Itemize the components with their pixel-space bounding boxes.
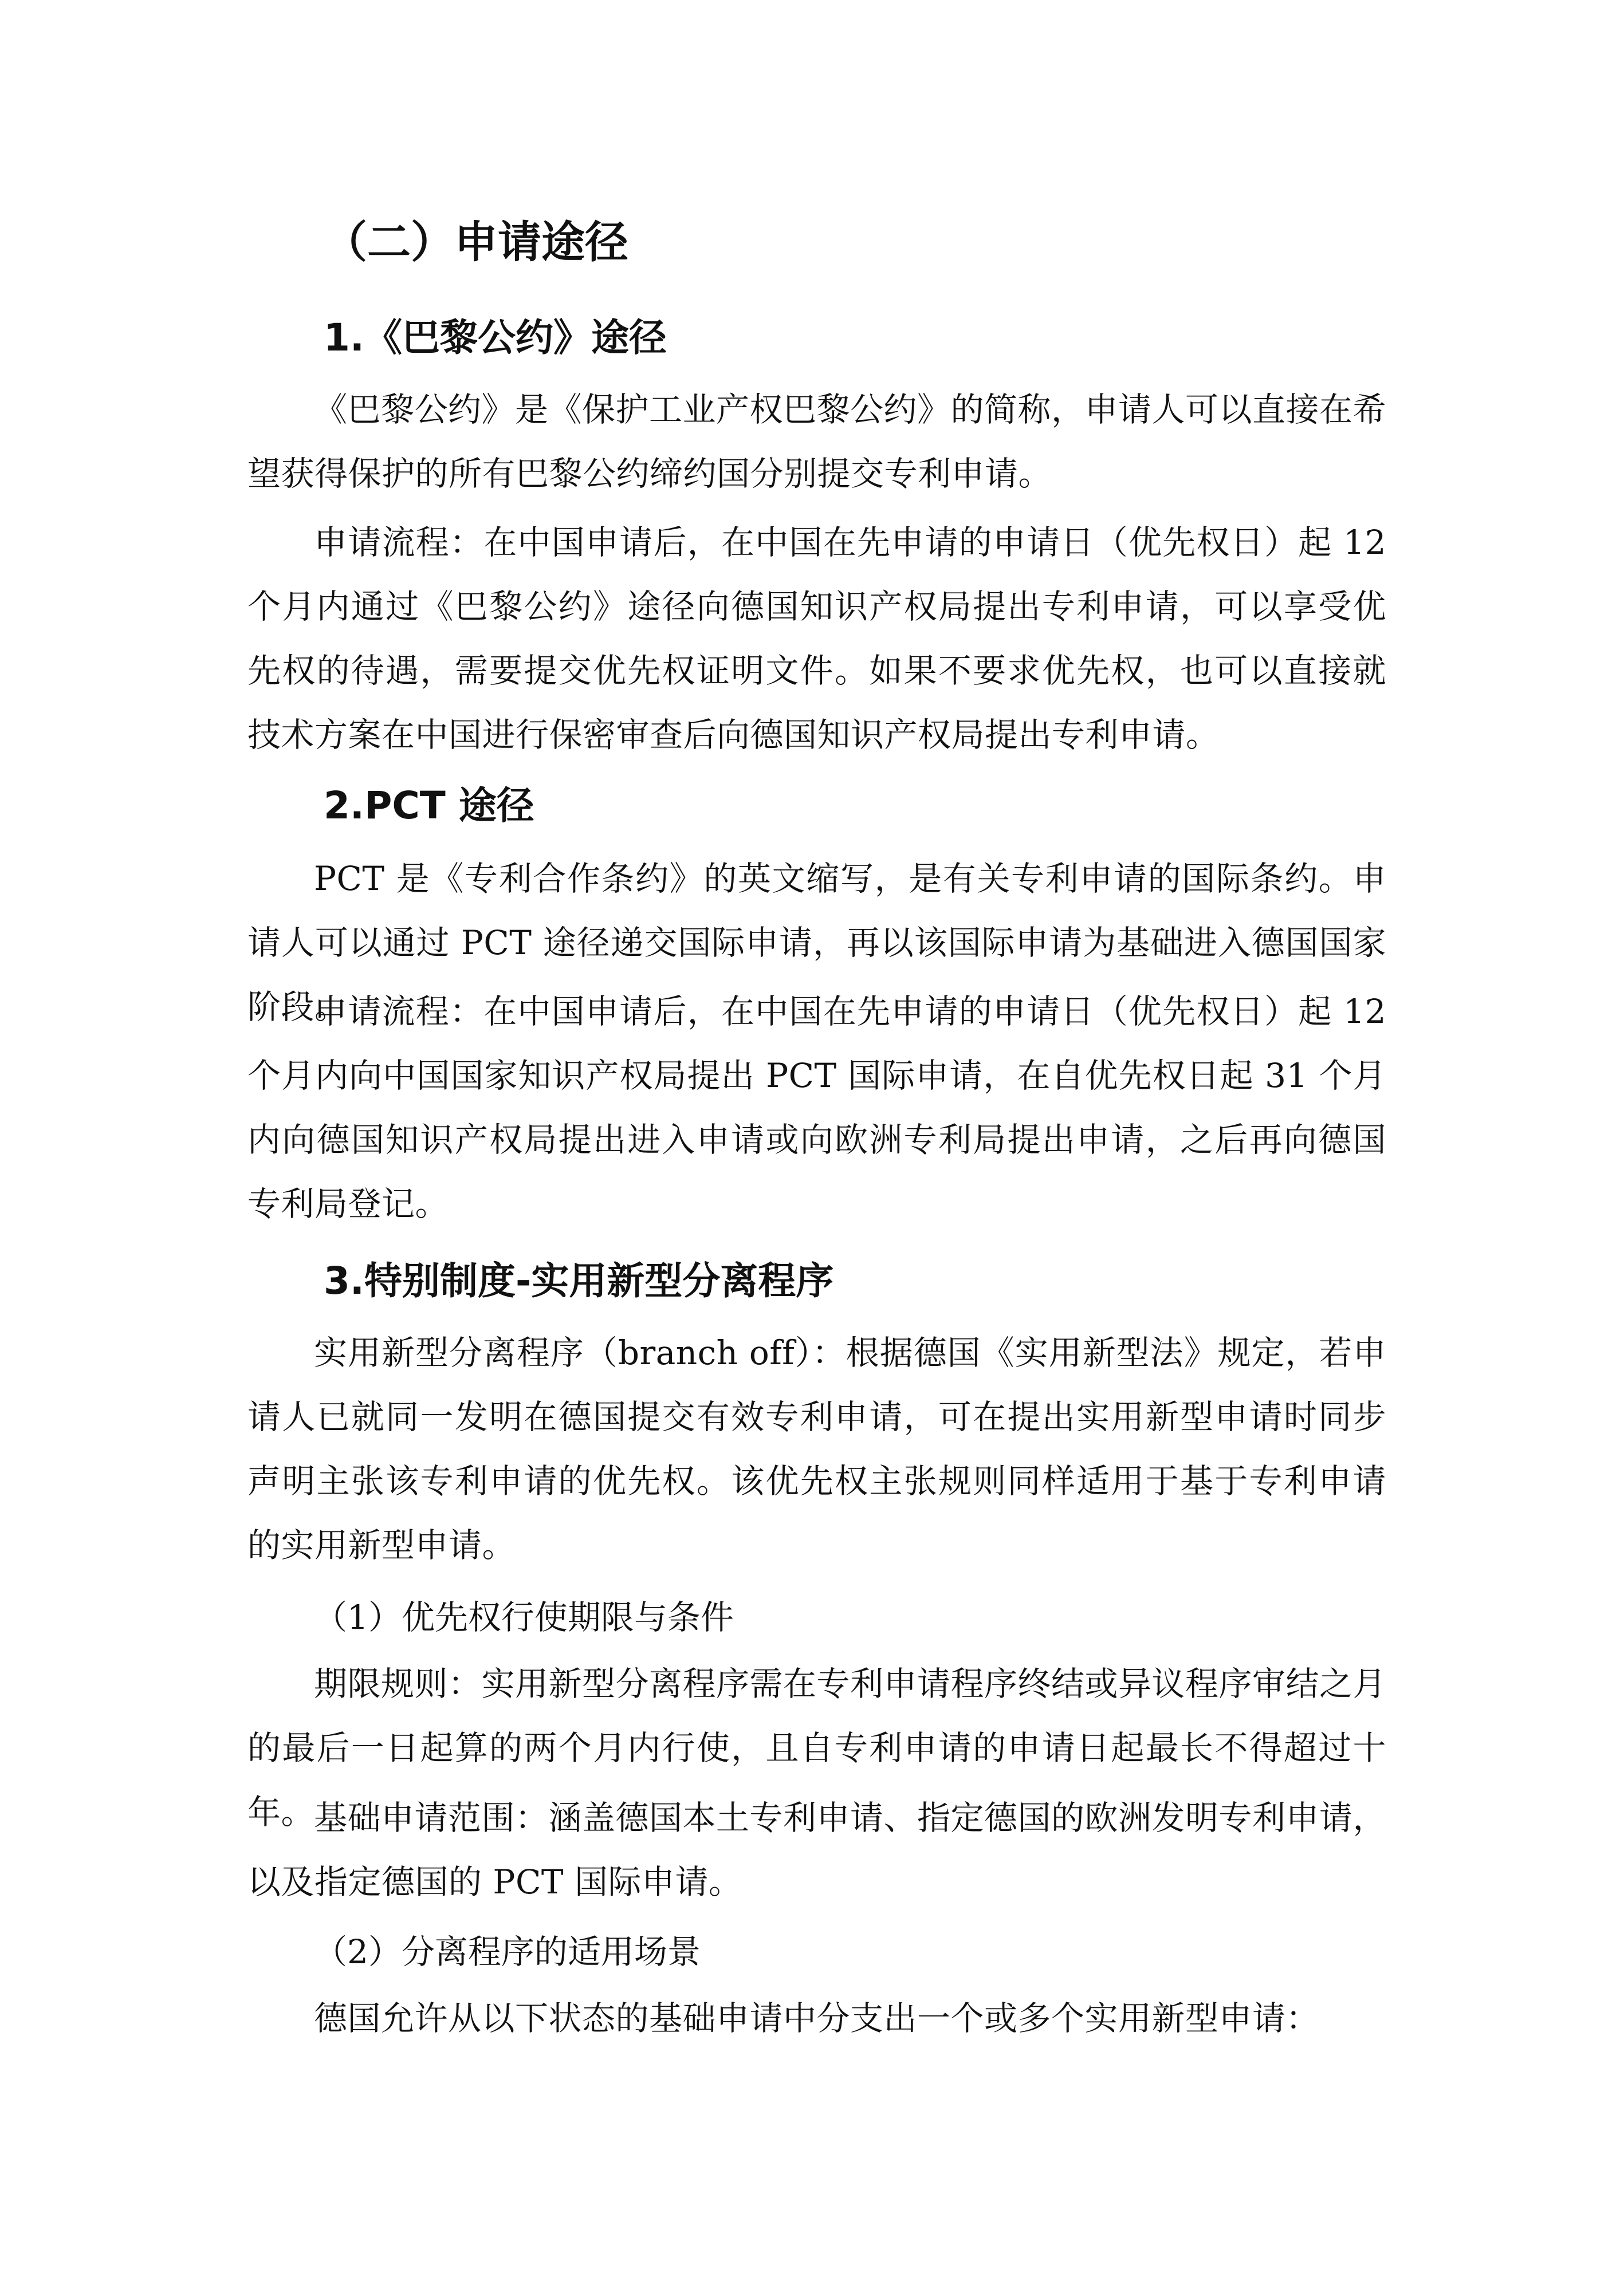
subsection-title-branch-off: 3.特别制度-实用新型分离程序 bbox=[324, 1259, 834, 1303]
paragraph-scenarios-intro: 德国允许从以下状态的基础申请中分支出一个或多个实用新型申请： bbox=[314, 1999, 1320, 2038]
paragraph-branch-off-intro: 实用新型分离程序（branch off）：根据德国《实用新型法》规定，若申请人已就同一发明在德国提交有效专利申请，可在提出实用新型申请时同步声明主张该专利申请的优先权。该优先权主张规则同样适用于基于专利申请的实用新型申请。 bbox=[247, 1333, 1386, 1565]
subsection-title-paris: 1.《巴黎公约》途径 bbox=[324, 316, 667, 360]
paragraph-paris-intro: 《巴黎公约》是《保护工业产权巴黎公约》的简称，申请人可以直接在希望获得保护的所有巴黎公约缔约国分别提交专利申请。 bbox=[247, 390, 1387, 493]
item-heading-priority-period: （1）优先权行使期限与条件 bbox=[314, 1598, 734, 1637]
paragraph-paris-process: 申请流程：在中国申请后，在中国在先申请的申请日（优先权日）起 12 个月内通过《巴黎公约》途径向德国知识产权局提出专利申请，可以享受优先权的待遇，需要提交优先权证明文件。如果不要求优先权，也可以直接就技术方案在中国进行保密审查后向德国知识产权局提出专利申请。 bbox=[247, 523, 1386, 754]
section-title: （二）申请途径 bbox=[324, 216, 628, 267]
item-heading-applicable-scenarios: （2）分离程序的适用场景 bbox=[314, 1932, 701, 1971]
paragraph-pct-process: 申请流程：在中国申请后，在中国在先申请的申请日（优先权日）起 12 个月内向中国国家知识产权局提出 PCT 国际申请，在自优先权日起 31 个月内向德国知识产权局提出进入申请或向欧洲专利局提出申请，之后再向德国专利局登记。 bbox=[247, 992, 1386, 1223]
paragraph-pct-intro: PCT 是《专利合作条约》的英文缩写，是有关专利申请的国际条约。申请人可以通过 PCT 途径递交国际申请，再以该国际申请为基础进入德国国家阶段。 bbox=[247, 859, 1386, 1026]
subsection-title-pct: 2.PCT 途径 bbox=[324, 783, 534, 828]
paragraph-base-application-scope: 基础申请范围：涵盖德国本土专利申请、指定德国的欧洲发明专利申请，以及指定德国的 PCT 国际申请。 bbox=[247, 1798, 1387, 1901]
paragraph-period-rule: 期限规则：实用新型分离程序需在专利申请程序终结或异议程序审结之月的最后一日起算的两个月内行使，且自专利申请的申请日起最长不得超过十年。 bbox=[247, 1664, 1387, 1832]
